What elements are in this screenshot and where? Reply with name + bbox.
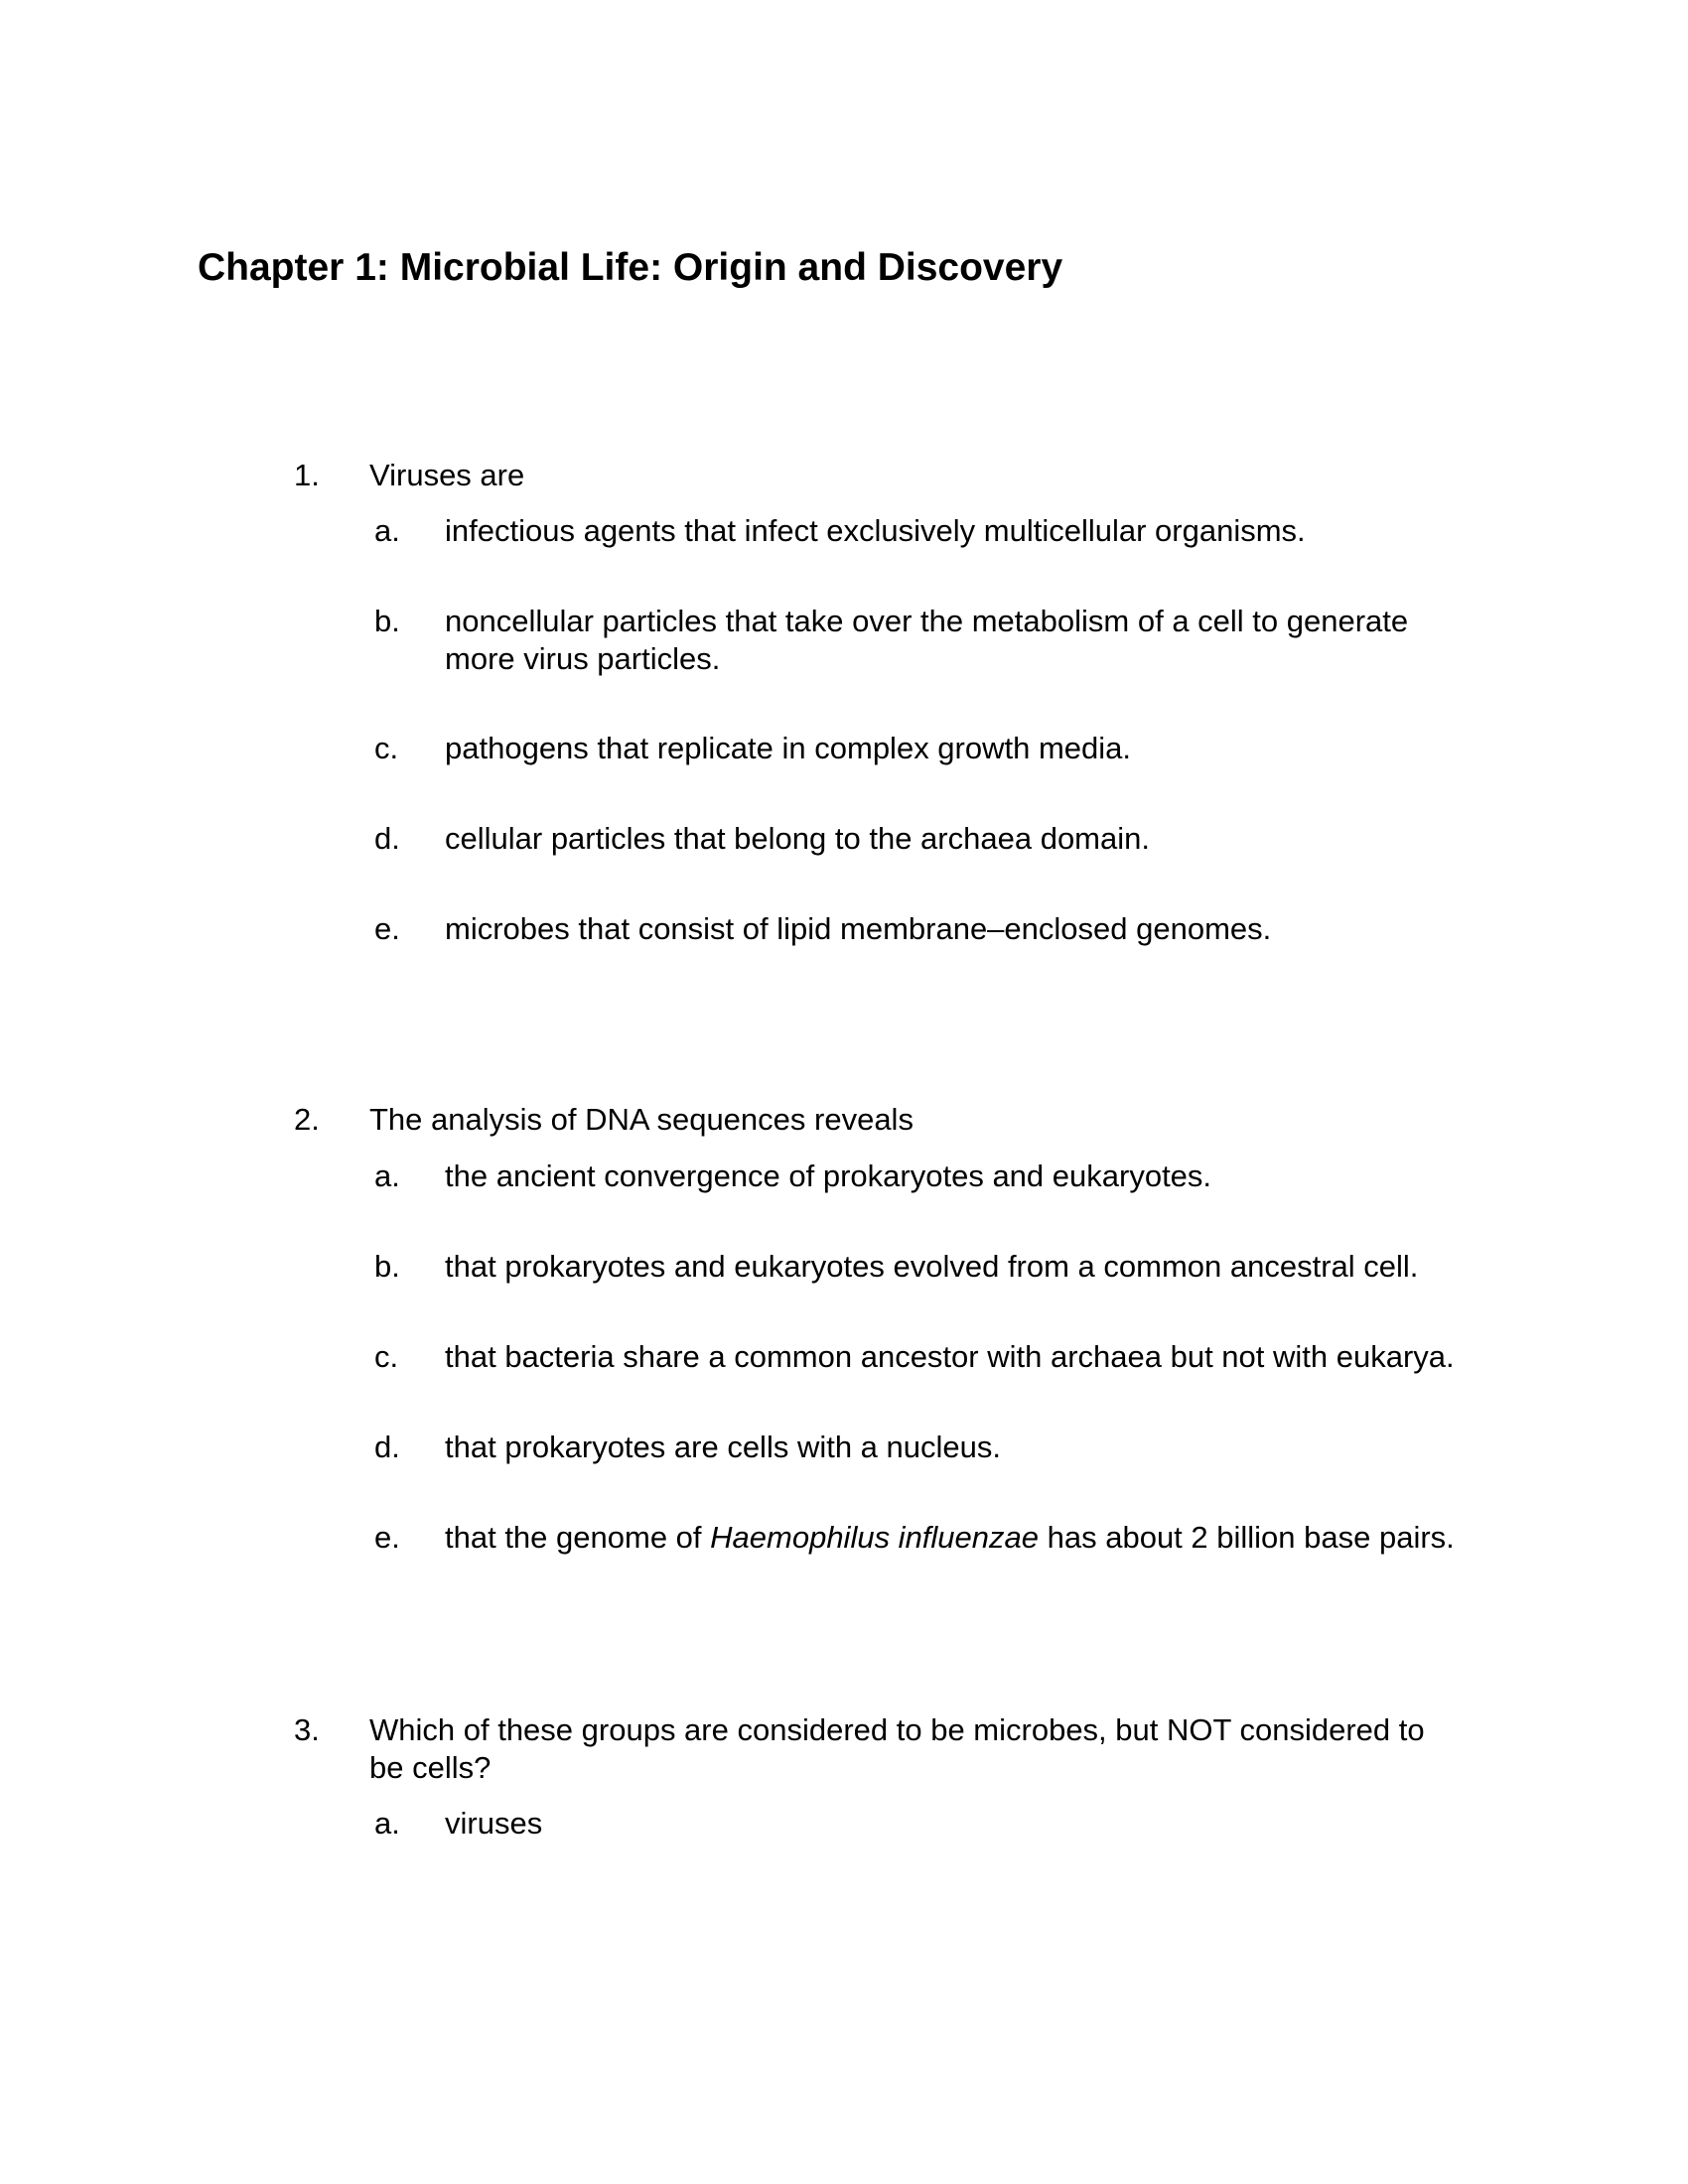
option-label: c.	[374, 1339, 399, 1374]
option-text-after: has about 2 billion base pairs.	[1039, 1520, 1455, 1555]
question-text: The analysis of DNA sequences reveals	[369, 1102, 914, 1137]
option-label: b.	[374, 1249, 400, 1284]
option-text-before: that the genome of	[445, 1520, 711, 1555]
question-number: 3.	[294, 1712, 320, 1747]
species-name: Haemophilus influenzae	[710, 1520, 1040, 1555]
option-label: d.	[374, 821, 400, 856]
option-label: a.	[374, 1806, 400, 1841]
option-text: pathogens that replicate in complex growth media.	[445, 731, 1132, 765]
option-label: e.	[374, 1520, 400, 1555]
option-text: that bacteria share a common ancestor with archaea but not with eukarya.	[445, 1339, 1455, 1374]
option-text: microbes that consist of lipid membrane–enclosed genomes.	[445, 911, 1272, 946]
option-text: cellular particles that belong to the archaea domain.	[445, 821, 1150, 856]
option-text	[445, 1519, 1481, 1557]
question-number: 2.	[294, 1102, 320, 1137]
option-text: infectious agents that infect exclusively multicellular organisms.	[445, 513, 1306, 548]
option-text: that prokaryotes and eukaryotes evolved from a common ancestral cell.	[445, 1249, 1419, 1284]
question-text: Which of these groups are considered to be microbes, but NOT considered to be cells?	[369, 1712, 1425, 1785]
option-text: that prokaryotes are cells with a nucleus.	[445, 1430, 1001, 1464]
option-text: noncellular particles that take over the metabolism of a cell to generate more virus particles.	[445, 604, 1409, 676]
chapter-title: Chapter 1: Microbial Life: Origin and Discovery	[198, 246, 1063, 289]
option-text: viruses	[445, 1806, 543, 1841]
option-text: the ancient convergence of prokaryotes and eukaryotes.	[445, 1159, 1212, 1193]
question-text: Viruses are	[369, 458, 525, 492]
question-number: 1.	[294, 458, 320, 492]
option-label: d.	[374, 1430, 400, 1464]
option-label: a.	[374, 513, 400, 548]
option-label: b.	[374, 604, 400, 638]
option-label: c.	[374, 731, 399, 765]
option-label: a.	[374, 1159, 400, 1193]
option-label: e.	[374, 911, 400, 946]
